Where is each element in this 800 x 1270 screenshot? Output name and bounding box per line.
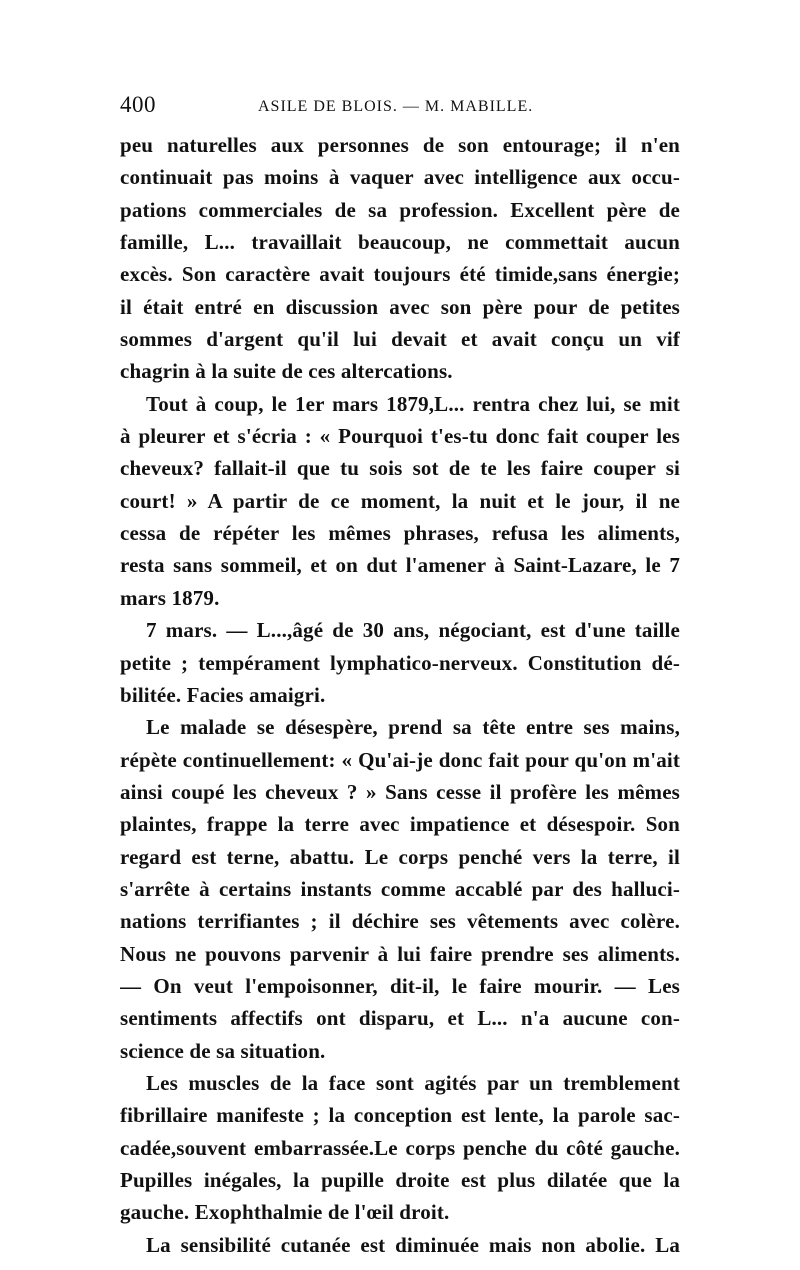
text-line: s'arrête à certains instants comme accablé par des halluci- xyxy=(120,876,680,901)
text-line: à pleurer et s'écria : « Pourquoi t'es-tu donc fait couper les xyxy=(120,424,680,449)
text-line: — On veut l'empoisonner, dit-il, le faire mourir. — Les xyxy=(120,973,680,998)
text-line: mars 1879. xyxy=(120,585,220,610)
text-line: Tout à coup, le 1er mars 1879,L... rentra chez lui, se mit xyxy=(146,391,680,416)
text-line: excès. Son caractère avait toujours été timide,sans énergie; xyxy=(120,262,680,287)
text-line: il était entré en discussion avec son père pour de petites xyxy=(120,294,680,319)
running-head xyxy=(120,92,680,122)
text-line: fibrillaire manifeste ; la conception est lente, la parole sac- xyxy=(120,1103,680,1128)
text-line: resta sans sommeil, et on dut l'amener à Saint-Lazare, le 7 xyxy=(120,553,680,578)
text-line: continuait pas moins à vaquer avec intelligence aux occu- xyxy=(120,165,680,190)
text-line: famille, L... travaillait beaucoup, ne commettait aucun xyxy=(120,230,680,255)
text-line: gauche. Exophthalmie de l'œil droit. xyxy=(120,1200,450,1225)
text-line: cessa de répéter les mêmes phrases, refusa les aliments, xyxy=(120,521,680,546)
text-line: La sensibilité cutanée est diminuée mais non abolie. La xyxy=(146,1232,680,1257)
page-number: 400 xyxy=(120,92,156,117)
text-line: peu naturelles aux personnes de son entourage; il n'en xyxy=(120,133,680,157)
text-line: 7 mars. — L...,âgé de 30 ans, négociant, est d'une taille xyxy=(146,618,680,643)
text-line: sentiments affectifs ont disparu, et L... n'a aucune con- xyxy=(120,1006,680,1031)
text-line: science de sa situation. xyxy=(120,1038,326,1063)
body-text xyxy=(120,129,680,1261)
text-line: pations commerciales de sa profession. Excellent père de xyxy=(120,197,680,222)
text-line: court! » A partir de ce moment, la nuit et le jour, il ne xyxy=(120,488,680,513)
text-line: Pupilles inégales, la pupille droite est plus dilatée que la xyxy=(120,1168,680,1192)
text-line: chagrin à la suite de ces altercations. xyxy=(120,359,453,384)
text-line: regard est terne, abattu. Le corps penché vers la terre, il xyxy=(120,844,680,869)
text-line: ainsi coupé les cheveux ? » Sans cesse il profère les mêmes xyxy=(120,779,680,804)
text-line: petite ; tempérament lymphatico-nerveux. Constitution dé- xyxy=(120,650,680,675)
text-line: sommes d'argent qu'il lui devait et avait conçu un vif xyxy=(120,327,680,352)
text-line: Nous ne pouvons parvenir à lui faire prendre ses aliments. xyxy=(120,941,680,966)
text-line: plaintes, frappe la terre avec impatience et désespoir. Son xyxy=(120,812,680,837)
running-title: ASILE DE BLOIS. — M. MABILLE. xyxy=(258,98,534,115)
text-line: cheveux? fallait-il que tu sois sot de te les faire couper si xyxy=(120,456,680,481)
text-line: Les muscles de la face sont agités par un tremblement xyxy=(146,1070,680,1095)
text-line: cadée,souvent embarrassée.Le corps penche du côté gauche. xyxy=(120,1135,680,1160)
text-line: répète continuellement: « Qu'ai-je donc fait pour qu'on m'ait xyxy=(120,747,680,772)
text-line: bilitée. Facies amaigri. xyxy=(120,682,326,707)
text-line: Le malade se désespère, prend sa tête entre ses mains, xyxy=(146,715,680,740)
text-line: nations terrifiantes ; il déchire ses vêtements avec colère. xyxy=(120,909,680,934)
